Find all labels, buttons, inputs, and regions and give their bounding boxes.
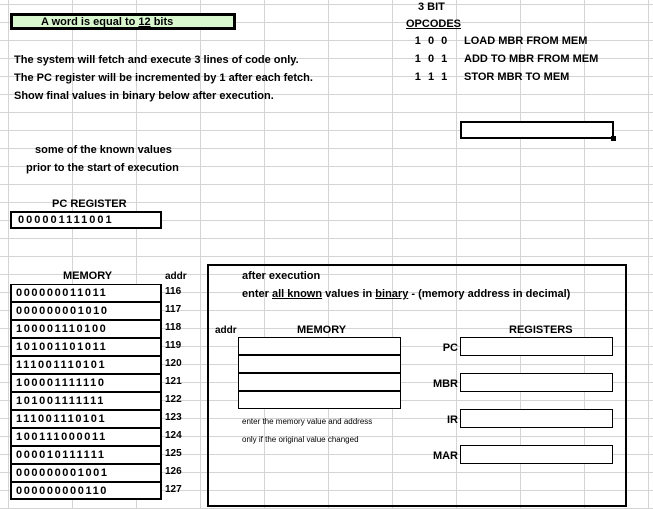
memory-row [10, 374, 190, 392]
opcode-code: 1 0 0 [414, 35, 450, 47]
answer-input-box[interactable] [460, 121, 614, 139]
memory-row [10, 302, 190, 320]
instruction-line: The system will fetch and execute 3 lines of code only. [14, 54, 299, 66]
word-size-box [10, 13, 236, 30]
memory-bits: 100001110100 [10, 320, 162, 338]
memory-row [10, 338, 190, 356]
opcode-title-line1: 3 BIT [418, 1, 445, 13]
memory-bits: 100111000011 [10, 428, 162, 446]
memory-address: 122 [165, 394, 182, 405]
memory-bits: 111001110101 [10, 410, 162, 428]
opcode-row [414, 71, 634, 85]
memory-row [10, 446, 190, 464]
opcode-code: 1 1 1 [414, 71, 450, 83]
memory-address: 119 [165, 340, 182, 351]
known-values-line1: some of the known values [35, 144, 172, 156]
register-label-mbr: MBR [432, 378, 458, 390]
instruction-line: The PC register will be incremented by 1 after each fetch. [14, 72, 313, 84]
memory-bits: 000010111111 [10, 446, 162, 464]
memory-value-input[interactable] [238, 373, 401, 391]
memory-row [10, 356, 190, 374]
opcode-description: LOAD MBR FROM MEM [464, 35, 588, 47]
memory-row [10, 284, 190, 302]
known-values-line2: prior to the start of execution [26, 162, 179, 174]
memory-address: 116 [165, 286, 182, 297]
memory-row [10, 320, 190, 338]
memory-address: 118 [165, 322, 182, 333]
memory-row [10, 482, 190, 500]
memory-address: 123 [165, 412, 182, 423]
after-execution-instructions: enter all known values in binary - (memory address in decimal) [242, 288, 571, 300]
pc-register-label: PC REGISTER [52, 198, 127, 210]
memory-address: 117 [165, 304, 182, 315]
memory-address: 127 [165, 484, 182, 495]
memory-address: 125 [165, 448, 182, 459]
opcode-row [414, 35, 634, 49]
memory-row [10, 464, 190, 482]
memory-address: 126 [165, 466, 182, 477]
mbr-register-input[interactable] [460, 373, 613, 392]
memory-header: MEMORY [63, 270, 113, 282]
note-line2: only if the original value changed [242, 435, 359, 444]
after-execution-title: after execution [242, 270, 321, 282]
memory-bits: 100001111110 [10, 374, 162, 392]
note-line1: enter the memory value and address [242, 417, 373, 426]
pc-register-value: 000001111001 [10, 211, 162, 229]
memory-bits: 101001111111 [10, 392, 162, 410]
memory-address: 120 [165, 358, 182, 369]
after-addr-label: addr [215, 325, 237, 336]
after-memory-label: MEMORY [297, 324, 347, 336]
mar-register-input[interactable] [460, 445, 613, 464]
memory-bits: 000000011011 [10, 284, 162, 302]
memory-address: 124 [165, 430, 182, 441]
registers-label: REGISTERS [509, 324, 573, 336]
memory-row [10, 428, 190, 446]
memory-value-input[interactable] [238, 391, 401, 409]
opcode-row [414, 53, 634, 67]
register-label-mar: MAR [432, 450, 458, 462]
memory-bits: 101001101011 [10, 338, 162, 356]
register-label-ir: IR [447, 414, 458, 426]
memory-bits: 111001110101 [10, 356, 162, 374]
memory-row [10, 392, 190, 410]
addr-header: addr [165, 271, 187, 282]
ir-register-input[interactable] [460, 409, 613, 428]
memory-row [10, 410, 190, 428]
word-size-text: A word is equal to 12 bits [41, 16, 174, 28]
memory-bits: 000000001010 [10, 302, 162, 320]
instruction-line: Show final values in binary below after execution. [14, 90, 274, 102]
memory-bits: 000000001001 [10, 464, 162, 482]
opcode-description: STOR MBR TO MEM [464, 71, 570, 83]
pc-register-input[interactable] [460, 337, 613, 356]
memory-value-input[interactable] [238, 337, 401, 355]
opcode-code: 1 0 1 [414, 53, 450, 65]
opcode-title-line2: OPCODES [406, 18, 462, 30]
opcode-description: ADD TO MBR FROM MEM [464, 53, 599, 65]
memory-bits: 000000000110 [10, 482, 162, 500]
memory-address: 121 [165, 376, 182, 387]
register-label-pc: PC [442, 342, 458, 354]
memory-value-input[interactable] [238, 355, 401, 373]
